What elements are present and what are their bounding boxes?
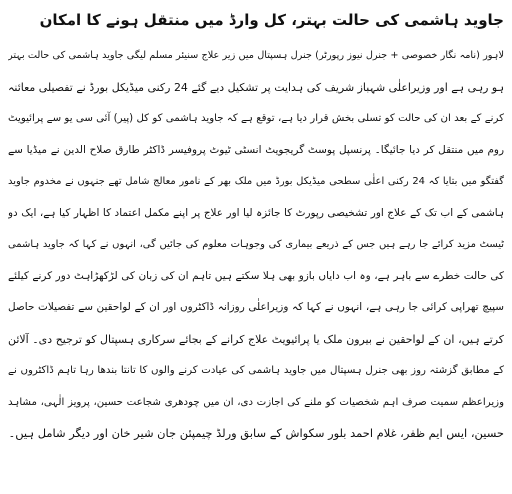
article-body-line: روم میں منتقل کر دیا جائیگا۔ پرنسپل پوسٹ گریجویٹ انسٹی ٹیوٹ پروفیسر ڈاکٹر طارق صلاح الدین نے میڈیا سے [8,143,504,156]
article-body-line: سپیچ تھراپی کرائی جا رہی ہے، انہوں نے کہا کہ وزیراعلٰی روزانہ ڈاکٹروں اور ان کے لواحقین سے تفصیلات حاصل [8,301,504,313]
article-body-line: حسین، ایس ایم ظفر، غلام احمد بلور سکواش کے سابق ورلڈ چیمپئن جان شیر خان اور دیگر شامل ہیں۔ [8,426,504,440]
article-body [8,40,504,450]
article-body-line: کرتے ہیں، ان کے لواحقین نے بیرون ملک یا پرائیویٹ علاج کرانے کے بجائے سرکاری ہسپتال کو ترجیح دی۔ آلائن [8,332,504,346]
article-body-line: لاہور (نامہ نگار خصوصی + جنرل نیوز رپورٹر) جنرل ہسپتال میں زیر علاج سنیئر مسلم لیگی جاوید ہاشمی کی حالت بہتر [8,50,504,61]
article-headline: جاوید ہاشمی کی حالت بہتر، کل وارڈ میں منتقل ہونے کا امکان [39,11,504,29]
article-body-line: کی حالت خطرے سے باہر ہے، وہ اب دایاں بازو بھی ہلا سکتے ہیں تاہم ان کی زبان کی لڑکھڑاہٹ دور کرنے کیلئے [8,269,504,282]
article-body-line: کرنے کے بعد ان کی حالت کو تسلی بخش قرار دیا ہے، توقع ہے کہ جاوید ہاشمی کو کل (پیر) آئی سی یو سے پرائیویٹ [8,113,504,124]
article-body-line: ٹیسٹ مزید کرائے جا رہے ہیں جس کے ذریعے بیماری کی وجوہات معلوم کی جائیں گی، انہوں نے کہا کہ جاوید ہاشمی [8,239,504,250]
article-body-line: کے مطابق گزشتہ روز بھی جنرل ہسپتال میں جاوید ہاشمی کی عیادت کرنے والوں کا تانتا بندھا رہا تاہم ڈاکٹروں نے [8,365,504,376]
article-body-line: ہو رہی ہے اور وزیراعلٰی شہباز شریف کی ہدایت پر تشکیل دیے گئے 24 رکنی میڈیکل بورڈ نے تفصیلی معائنہ [8,80,504,94]
article-body-line: ہاشمی کے اب تک کے علاج اور تشخیصی رپورٹ کا جائزہ لیا اور علاج پر اپنے مکمل اعتماد کا اظہار کیا ہے، ایک دو [8,206,504,219]
article-body-line: گفتگو میں بتایا کہ 24 رکنی اعلٰی سطحی میڈیکل بورڈ میں ملک بھر کے نامور معالج شامل تھے جنہوں نے مخدوم جاوید [8,176,504,187]
article-body-line: وزیراعظم سمیت صرف اہم شخصیات کو ملنے کی اجازت دی، ان میں چودھری شجاعت حسین، پرویز الٰہی، مشاہد [8,396,504,408]
